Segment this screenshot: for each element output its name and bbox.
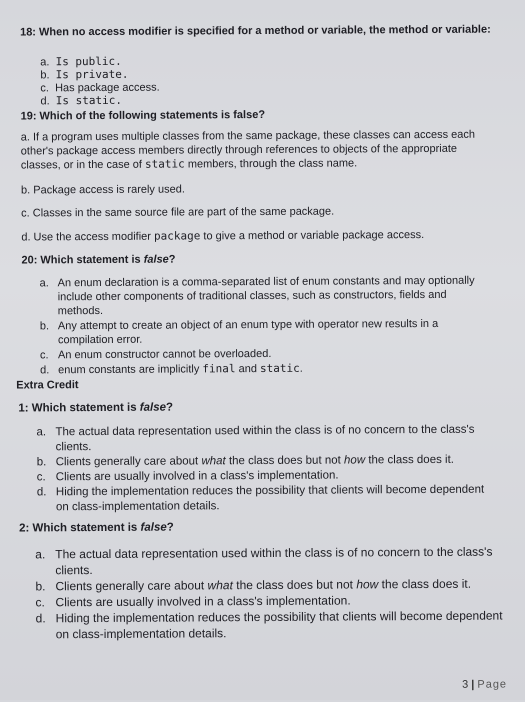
q20-option-a-line2: include other components of traditional classes, such as constructors, fields and (57, 288, 447, 304)
ec1-option-c-letter: c. (36, 471, 46, 484)
text-run: 2: Which statement is (19, 521, 141, 535)
ec2-option-d-letter: d. (35, 611, 46, 626)
ec2-option-a-line1: The actual data representation used within the class is of no concern to the class's (55, 544, 493, 562)
ec1-option-d-line1: Hiding the implementation reduces the possibility that clients will become dependent (55, 483, 485, 499)
code-keyword: static (259, 361, 300, 376)
text-run: 20: Which statement is (21, 253, 144, 267)
page-footer (462, 679, 507, 691)
ec1-option-a-line2: clients. (55, 441, 92, 454)
text-run: 1: Which statement is (18, 401, 140, 415)
q20-option-b-letter: b. (39, 320, 50, 333)
q20-option-a-letter: a. (39, 277, 49, 290)
option-text: Is public. (55, 54, 122, 69)
ec1-option-b-letter: b. (36, 456, 47, 469)
ec2-option-d-line2: on class-implementation details. (55, 626, 227, 642)
ec2-option-a-letter: a. (35, 547, 46, 562)
q19-option-d (21, 228, 424, 244)
q20-option-a-line1: An enum declaration is a comma-separated list of enum constants and may optionally (57, 274, 475, 290)
emphasis: what (207, 578, 233, 593)
code-keyword: final (202, 362, 236, 376)
option-text: Is static. (55, 93, 123, 108)
ec1-option-d-letter: d. (36, 486, 47, 499)
emphasis: false (140, 521, 167, 534)
q20-option-c-letter: c. (39, 349, 49, 362)
emphasis: how (356, 577, 379, 592)
emphasis: false (143, 253, 169, 266)
ec1-option-b (56, 453, 454, 469)
page-separator: | (471, 678, 475, 691)
text-run: ? (165, 401, 174, 414)
text-run: classes, or in the case of (20, 158, 146, 172)
ec2-stem (19, 521, 174, 536)
page-word: Page (477, 678, 508, 691)
q20-option-c: An enum constructor cannot be overloaded. (57, 347, 272, 362)
text-run: the class does but not (232, 577, 357, 593)
option-letter: a. (40, 56, 50, 69)
text-run: the class does it. (378, 576, 472, 592)
text-run: Clients generally care about (55, 578, 208, 594)
q18-option-d (40, 94, 122, 108)
ec1-option-a-letter: a. (36, 426, 47, 439)
ec2-option-b-letter: b. (35, 579, 46, 594)
q20-stem (21, 253, 175, 268)
emphasis: how (343, 454, 366, 467)
q19-option-a-line3 (21, 156, 357, 172)
q19-option-b: b. Package access is rarely used. (20, 183, 185, 197)
q19-option-a-line1: a. If a program uses multiple classes from the same package, these classes can access each (20, 128, 476, 144)
q20-option-b-line1: Any attempt to create an object of an enum type with operator new results in a (57, 317, 439, 333)
q20-option-a-line3: methods. (57, 304, 104, 318)
text-run: Clients generally care about (55, 455, 202, 469)
page-number: 3 (462, 678, 469, 691)
ec1-option-a-line1: The actual data representation used within the class is of no concern to the class's (55, 423, 475, 439)
emphasis: false (139, 401, 167, 414)
emphasis: what (201, 455, 226, 468)
option-letter: d. (40, 95, 50, 108)
ec2-option-b (55, 577, 471, 594)
q20-option-d-letter: d. (40, 364, 50, 377)
ec2-option-c: Clients are usually involved in a class's implementation. (55, 593, 351, 610)
q20-option-b-line2: compilation error. (57, 333, 143, 347)
q19-stem: 19: Which of the following statements is false? (20, 108, 266, 123)
text-run: ? (166, 521, 174, 534)
text-run: ? (168, 253, 176, 266)
code-keyword: static (144, 157, 185, 171)
ec1-option-c: Clients are usually involved in a class's implementation. (55, 469, 339, 484)
option-text: Is private. (55, 67, 129, 82)
q19-option-a-line2: other's package access members directly through references to objects of the appropriate (20, 142, 458, 158)
option-text: Has package access. (55, 81, 160, 95)
option-letter: b. (40, 69, 50, 82)
text-run: d. Use the access modifier (21, 230, 155, 244)
option-letter: c. (40, 82, 49, 95)
ec1-option-d-line2: on class-implementation details. (55, 500, 220, 514)
text-run: and (235, 363, 261, 376)
text-run: members, through the class name. (184, 157, 358, 171)
text-run: the class does it. (365, 453, 455, 467)
text-run: enum constants are implicitly (58, 363, 203, 377)
q20-option-d (58, 362, 303, 377)
ec2-option-c-letter: c. (35, 595, 45, 610)
q19-option-c: c. Classes in the same source file are part of the same package. (21, 205, 335, 220)
ec2-option-a-line2: clients. (55, 563, 93, 578)
text-run: the class does but not (225, 454, 345, 468)
ec1-stem (18, 401, 173, 416)
text-run: to give a method or variable package access. (200, 229, 425, 243)
text-run: . (299, 362, 303, 375)
code-keyword: package (153, 229, 201, 243)
ec2-option-d-line1: Hiding the implementation reduces the possibility that clients will become dependent (55, 608, 503, 626)
extra-credit-heading: Extra Credit (16, 379, 79, 392)
q18-stem: 18: When no access modifier is specified for a method or variable, the method or variable: (20, 23, 491, 39)
